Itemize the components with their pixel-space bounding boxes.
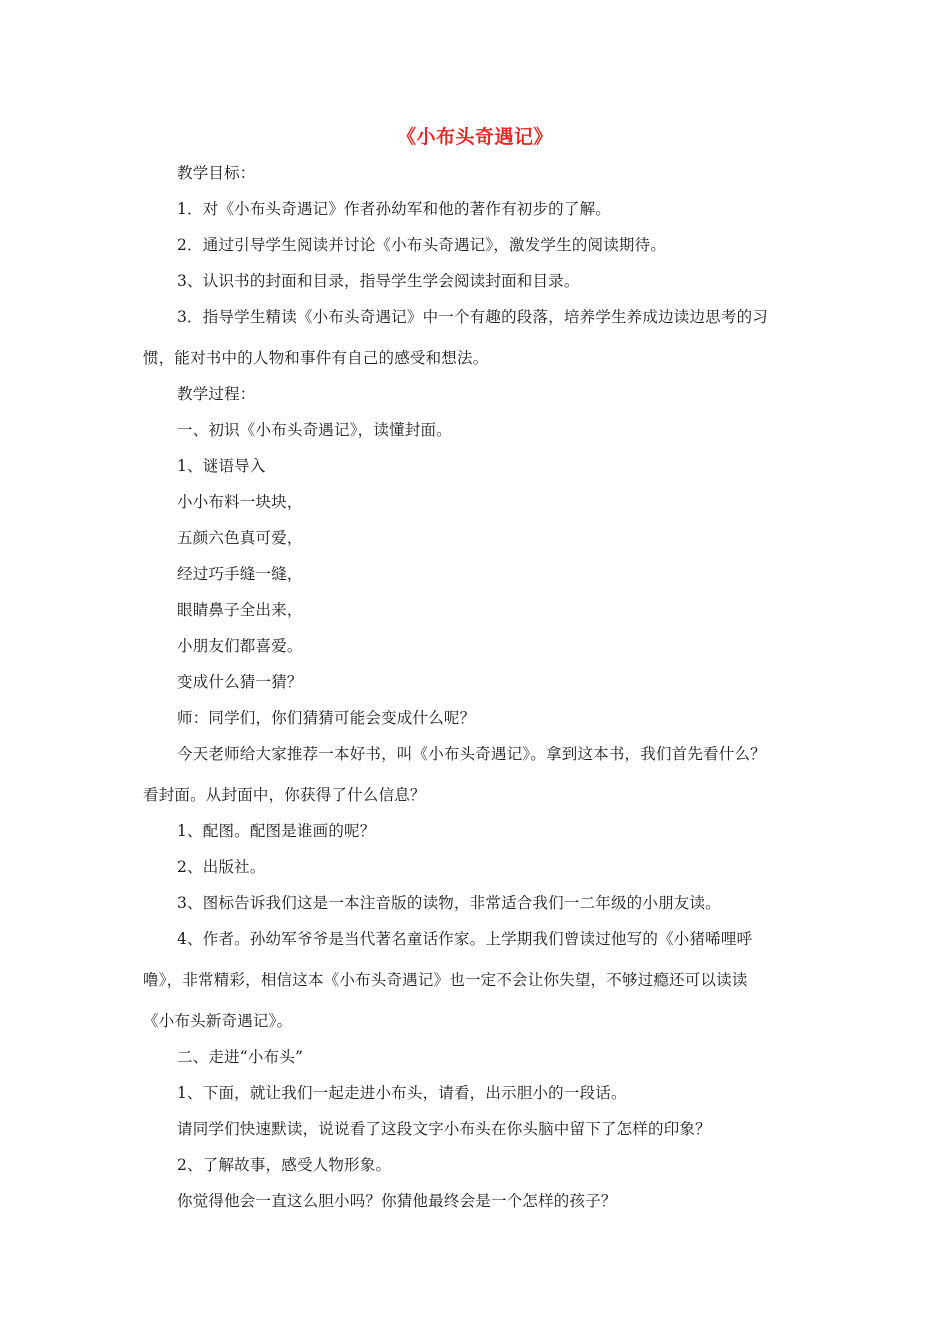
riddle-line: 五颜六色真可爱， — [177, 529, 303, 547]
riddle-line: 经过巧手缝一缝， — [177, 565, 303, 583]
paragraph: 1、配图。配图是谁画的呢？ — [177, 822, 376, 840]
objective-item: 3．指导学生精读《小布头奇遇记》中一个有趣的段落，培养学生养成边读边思考的习 — [177, 308, 768, 326]
paragraph: 你觉得他会一直这么胆小吗？你猜他最终会是一个怎样的孩子？ — [177, 1192, 617, 1210]
paragraph-continued: 《小布头新奇遇记》。 — [143, 1012, 293, 1030]
objective-item: 3、认识书的封面和目录，指导学生学会阅读封面和目录。 — [177, 272, 580, 290]
paragraph: 一、初识《小布头奇遇记》，读懂封面。 — [177, 421, 452, 439]
paragraph: 3、图标告诉我们这是一本注音版的读物，非常适合我们一二年级的小朋友读。 — [177, 894, 721, 912]
paragraph-continued: 噜》，非常精彩，相信这本《小布头奇遇记》也一定不会让你失望，不够过瘾还可以读读 — [143, 971, 748, 989]
objective-item: 2．通过引导学生阅读并讨论《小布头奇遇记》，激发学生的阅读期待。 — [177, 236, 667, 254]
section-heading-process: 教学过程： — [177, 385, 256, 403]
objective-item: 1．对《小布头奇遇记》作者孙幼军和他的著作有初步的了解。 — [177, 200, 611, 218]
paragraph: 今天老师给大家推荐一本好书，叫《小布头奇遇记》。拿到这本书，我们首先看什么？ — [177, 745, 766, 763]
riddle-line: 变成什么猜一猜？ — [177, 673, 303, 691]
paragraph: 2、了解故事，感受人物形象。 — [177, 1156, 392, 1174]
riddle-line: 小朋友们都喜爱。 — [177, 637, 303, 655]
paragraph: 二、走进“小布头” — [177, 1048, 304, 1066]
paragraph: 1、谜语导入 — [177, 457, 266, 475]
paragraph: 1、下面，就让我们一起走进小布头，请看，出示胆小的一段话。 — [177, 1084, 627, 1102]
objective-item-continued: 惯，能对书中的人物和事件有自己的感受和想法。 — [143, 349, 489, 367]
paragraph: 4、作者。孙幼军爷爷是当代著名童话作家。上学期我们曾读过他写的《小猪唏哩呼 — [177, 930, 753, 948]
section-heading-objectives: 教学目标： — [177, 164, 256, 182]
paragraph: 请同学们快速默读，说说看了这段文字小布头在你头脑中留下了怎样的印象？ — [177, 1120, 711, 1138]
paragraph: 2、出版社。 — [177, 858, 266, 876]
document-title: 《小布头奇遇记》 — [396, 126, 553, 148]
riddle-line: 小小布料一块块， — [177, 493, 303, 511]
paragraph: 师：同学们，你们猜猜可能会变成什么呢？ — [177, 709, 476, 727]
paragraph-continued: 看封面。从封面中，你获得了什么信息？ — [143, 786, 426, 804]
riddle-line: 眼睛鼻子全出来， — [177, 601, 303, 619]
